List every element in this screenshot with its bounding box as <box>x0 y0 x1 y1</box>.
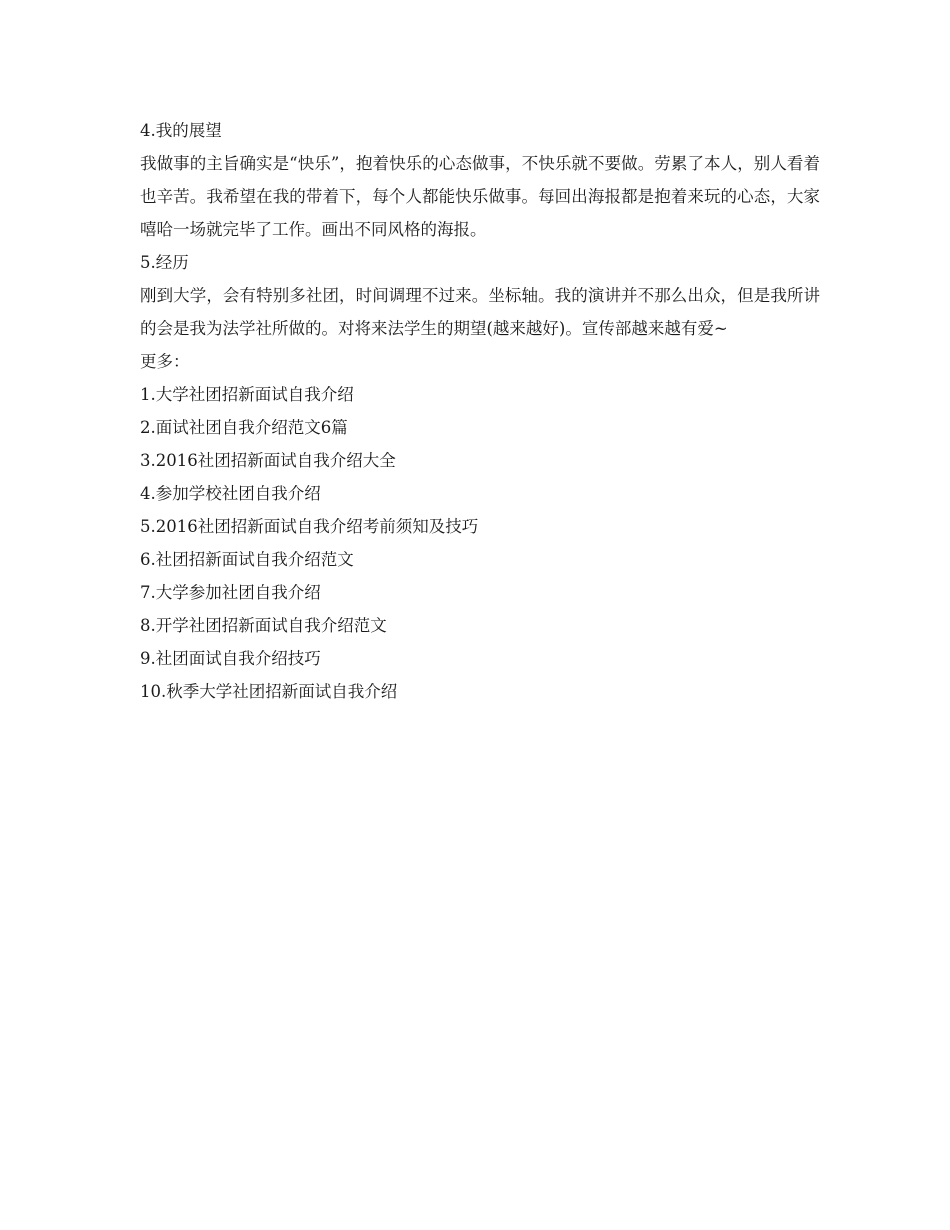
more-label: 更多： <box>140 352 190 371</box>
document-content <box>140 114 820 708</box>
section-4-heading: 4.我的展望 <box>140 121 222 140</box>
section-5-body: 刚到大学，会有特别多社团，时间调理不过来。坐标轴。我的演讲并不那么出众，但是我所讲的会是我为法学社所做的。对将来法学生的期望(越来越好)。宣传部越来越有爱~ <box>140 286 820 338</box>
more-link-item[interactable]: 6.社团招新面试自我介绍范文 <box>140 550 354 569</box>
more-link-item[interactable]: 2.面试社团自我介绍范文6篇 <box>140 418 348 437</box>
more-link-item[interactable]: 8.开学社团招新面试自我介绍范文 <box>140 616 387 635</box>
more-link-item[interactable]: 1.大学社团招新面试自我介绍 <box>140 385 354 404</box>
more-link-item[interactable]: 10.秋季大学社团招新面试自我介绍 <box>140 682 398 701</box>
more-link-item[interactable]: 4.参加学校社团自我介绍 <box>140 484 321 503</box>
more-link-item[interactable]: 7.大学参加社团自我介绍 <box>140 583 321 602</box>
more-links-list <box>140 378 820 708</box>
more-link-item[interactable]: 9.社团面试自我介绍技巧 <box>140 649 321 668</box>
section-5-heading: 5.经历 <box>140 253 189 272</box>
more-link-item[interactable]: 5.2016社团招新面试自我介绍考前须知及技巧 <box>140 517 479 536</box>
more-link-item[interactable]: 3.2016社团招新面试自我介绍大全 <box>140 451 396 470</box>
section-4-body: 我做事的主旨确实是“快乐”，抱着快乐的心态做事，不快乐就不要做。劳累了本人，别人看着也辛苦。我希望在我的带着下，每个人都能快乐做事。每回出海报都是抱着来玩的心态，大家嘻哈一场就完毕了工作。画出不同风格的海报。 <box>140 154 820 239</box>
